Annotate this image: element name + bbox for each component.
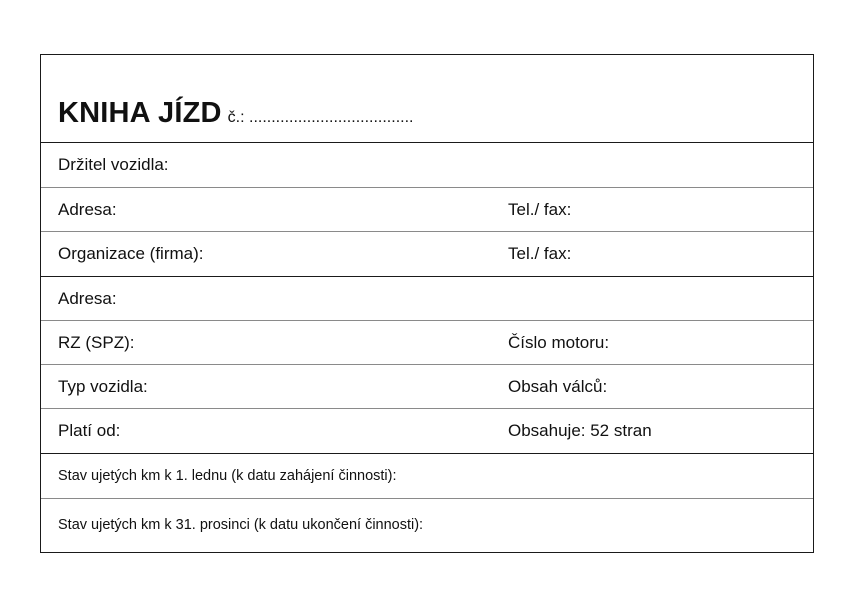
row-organization [41,232,813,277]
field-organization: Organizace (firma): [58,244,204,263]
row-address [41,188,813,232]
number-field: ..................................... [249,109,414,126]
field-displacement: Obsah válců: [508,376,608,396]
number-label: č.: [227,109,245,126]
field-vehicle-holder: Držitel vozidla: [58,155,169,174]
row-vehicle-holder [41,143,813,188]
row-km-start [41,454,813,499]
field-valid-from: Platí od: [58,421,121,440]
logbook-form [40,54,814,553]
row-valid-from [41,409,813,454]
field-engine-number: Číslo motoru: [508,332,610,352]
form-title: KNIHA JÍZD [58,97,222,129]
row-registration [41,321,813,365]
field-km-start: Stav ujetých km k 1. lednu (k datu zahájení činnosti): [58,468,397,484]
title-line [58,97,413,130]
field-registration-plate: RZ (SPZ): [58,332,135,352]
row-vehicle-type [41,365,813,409]
row-km-end [41,499,813,551]
field-km-end: Stav ujetých km k 31. prosinci (k datu ukončení činnosti): [58,517,424,533]
field-org-phone-fax: Tel./ fax: [508,244,572,263]
field-address: Adresa: [58,199,117,219]
form-header [41,55,813,143]
field-page-count: Obsahuje: 52 stran [508,421,652,440]
field-phone-fax: Tel./ fax: [508,199,572,219]
field-org-address: Adresa: [58,288,117,308]
row-org-address [41,277,813,321]
field-vehicle-type: Typ vozidla: [58,376,148,396]
